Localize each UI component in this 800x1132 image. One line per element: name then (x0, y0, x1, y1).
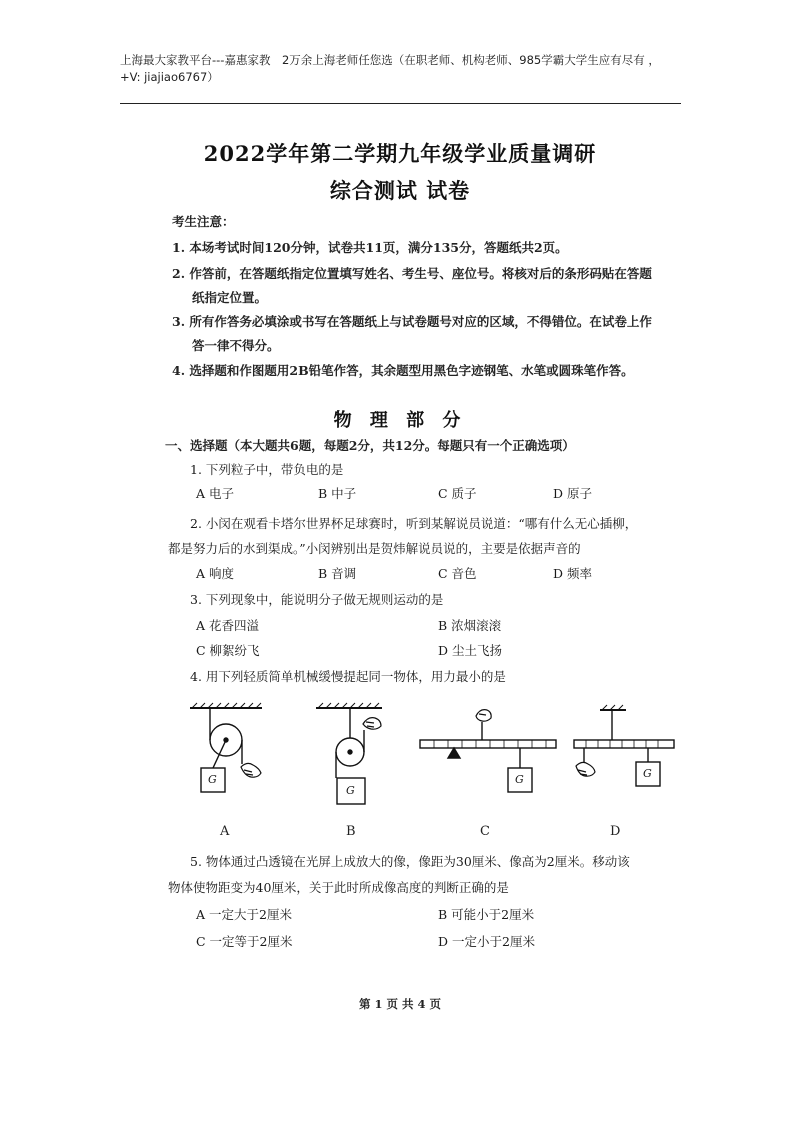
notice-item-2a: 2. 作答前，在答题纸指定位置填写姓名、考生号、座位号。将核对后的条形码贴在答题 (172, 266, 652, 281)
q5-option-c: C 一定等于2厘米 (196, 934, 293, 949)
weight-label-d: G (643, 767, 652, 780)
q5-stem-line1: 5. 物体通过凸透镜在光屏上成放大的像，像距为30厘米、像高为2厘米。移动该 (190, 854, 630, 869)
diagram-label-d: D (610, 824, 621, 839)
q1-option-c: C 质子 (438, 486, 477, 501)
q1-option-d: D 原子 (553, 486, 592, 501)
notice-item-3b: 答一律不得分。 (192, 338, 280, 353)
q2-option-b: B 音调 (318, 566, 357, 581)
q3-option-a: A 花香四溢 (196, 618, 260, 633)
q2-stem-line1: 2. 小闵在观看卡塔尔世界杯足球赛时，听到某解说员说道：“哪有什么无心插柳， (190, 516, 638, 531)
exam-subtitle: 综合测试 试卷 (329, 178, 471, 203)
q2-option-d: D 频率 (553, 566, 592, 581)
diagram-label-c: C (480, 824, 490, 839)
q5-stem-line2: 物体使物距变为40厘米，关于此时所成像高度的判断正确的是 (168, 880, 509, 895)
diagram-a-movable-pulley (190, 703, 262, 792)
diagram-d-lever (574, 705, 674, 786)
diagram-label-b: B (346, 824, 356, 839)
q3-stem: 3. 下列现象中，能说明分子做无规则运动的是 (190, 592, 444, 607)
q3-option-d: D 尘土飞扬 (438, 643, 502, 658)
weight-label-a: G (208, 773, 217, 786)
diagram-c-lever (420, 722, 556, 792)
q2-option-a: A 响度 (196, 566, 235, 581)
notice-item-4: 4. 选择题和作图题用2B铅笔作答，其余题型用黑色字迹钢笔、水笔或圆珠笔作答。 (172, 363, 634, 378)
q1-option-a: A 电子 (196, 486, 235, 501)
weight-label-c: G (515, 773, 524, 786)
diagram-label-a: A (220, 824, 230, 839)
q5-option-a: A 一定大于2厘米 (196, 907, 292, 922)
notice-item-1: 1. 本场考试时间120分钟，试卷共11页，满分135分，答题纸共2页。 (172, 240, 568, 255)
weight-label-b: G (346, 784, 355, 797)
exam-title: 2022学年第二学期九年级学业质量调研 (203, 141, 597, 166)
q3-option-c: C 柳絮纷飞 (196, 643, 260, 658)
part1-heading: 一、选择题（本大题共6题，每题2分，共12分。每题只有一个正确选项） (165, 438, 575, 453)
q2-stem-line2: 都是努力后的水到渠成。”小闵辨别出是贺炜解说员说的，主要是依据声音的 (168, 541, 581, 556)
q5-option-d: D 一定小于2厘米 (438, 934, 535, 949)
section-title: 物 理 部 分 (333, 410, 467, 431)
q1-stem: 1. 下列粒子中，带负电的是 (190, 462, 344, 477)
notice-item-3a: 3. 所有作答务必填涂或书写在答题纸上与试卷题号对应的区域，不得错位。在试卷上作 (172, 314, 652, 329)
header-ad-line: 上海最大家教平台---嘉惠家教 2万余上海老师任您选（在职老师、机构老师、985学霸大学生应有尽有 ，+V: jiajiao6767） (120, 53, 660, 84)
hand-icons (241, 710, 595, 778)
q4-stem: 4. 用下列轻质简单机械缓慢提起同一物体，用力最小的是 (190, 669, 506, 684)
q2-option-c: C 音色 (438, 566, 477, 581)
q3-option-b: B 浓烟滚滚 (438, 618, 502, 633)
q5-option-b: B 可能小于2厘米 (438, 907, 535, 922)
notice-heading: 考生注意： (172, 214, 235, 229)
q1-option-b: B 中子 (318, 486, 357, 501)
notice-item-2b: 纸指定位置。 (192, 290, 268, 305)
page-number: 第 1 页 共 4 页 (358, 997, 442, 1011)
